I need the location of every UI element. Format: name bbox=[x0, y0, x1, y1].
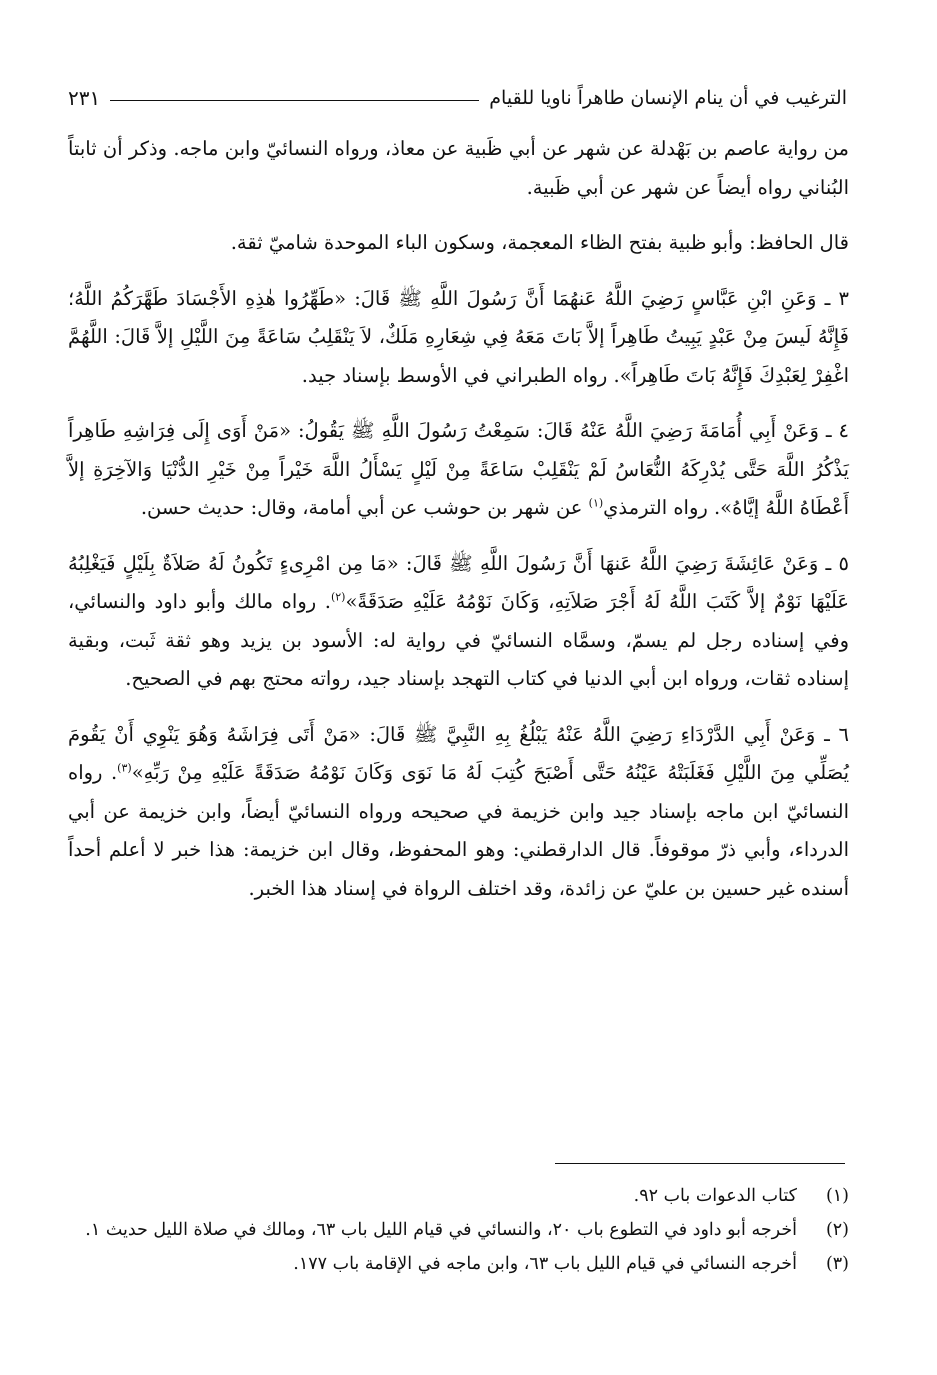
header-title: الترغيب في أن ينام الإنسان طاهراً ناويا للقيام bbox=[489, 87, 847, 109]
footnote-ref-3[interactable]: (٣) bbox=[117, 761, 132, 775]
paragraph-gap bbox=[68, 207, 849, 224]
hadith-4-tail: عن شهر بن حوشب عن أبي أمامة، وقال: حديث حسن. bbox=[140, 496, 589, 519]
paragraph-gap bbox=[68, 395, 849, 412]
paragraph-1: من رواية عاصم بن بَهْدلة عن شهر عن أبي ظَبية عن معاذ، ورواه النسائيّ وابن ماجه. وذكر أن ثابتاً البُناني رواه أيضاً عن شهر عن أبي ظَبية. bbox=[68, 137, 849, 199]
footnote-text: كتاب الدعوات باب ٩٢. bbox=[633, 1186, 797, 1206]
header-rule bbox=[110, 100, 479, 101]
page-number: ٢٣١ bbox=[68, 86, 101, 110]
footnote-2 bbox=[68, 1214, 849, 1246]
hadith-5-text: ٥ ـ وَعَنْ عَائِشَةَ رَضِيَ اللَّهُ عَنهَا أَنَّ رَسُولَ اللَّهِ ﷺ قَالَ: «مَا مِن امْرِىءٍ تَكُونُ لَهُ صَلاَةٌ بِلَيْلٍ فَيَغْلِبُهُ عَلَيْهَا نَوْمٌ إلاَّ كَتَبَ اللَّهُ لَهُ أَجْرَ صَلاَتِهِ، وَكَانَ نَوْمُهُ عَلَيْهِ صَدَقَةً» bbox=[68, 551, 849, 613]
running-header bbox=[68, 82, 847, 114]
hadith-6-tail: . رواه النسائيّ ابن ماجه بإسناد جيد وابن خزيمة في صحيحه ورواه النسائيّ أيضاً، وابن خزيمة عن أبي الدرداء، وأبي ذرّ موقوفاً. قال الدارقطني: وهو المحفوظ، وقال ابن خزيمة: هذا خبر لا أعلم أحداً أسنده غير حسين بن عليّ عن زائدة، وقد اختلف الرواة في إسناد هذا الخبر. bbox=[68, 761, 849, 900]
footnotes bbox=[68, 1180, 849, 1282]
hadith-4-text: ٤ ـ وَعَنْ أَبِي أُمَامَةَ رَضِيَ اللَّهُ عَنْهُ قَالَ: سَمِعْتُ رَسُولَ اللَّهِ ﷺ يَقُولُ: «مَنْ أَوَى إِلَى فِرَاشِهِ طَاهِراً يَذْكُرُ اللَّهَ حَتَّى يُدْرِكَهُ النُّعَاسُ لَمْ يَنْقَلِبْ سَاعَةً مِنْ لَيْلٍ يَسْأَلُ اللَّهَ خَيْراً مِنْ خَيْرِ الدُّنْيَا وَالآخِرَةِ إلاَّ أَعْطَاهُ اللَّهُ إيَّاهُ». رواه الترمذي bbox=[68, 419, 849, 519]
hadith-6 bbox=[68, 716, 849, 909]
main-text bbox=[68, 130, 849, 908]
footnote-number: (٣) bbox=[825, 1254, 849, 1274]
paragraph-gap bbox=[68, 528, 849, 545]
footnote-ref-2[interactable]: (٢) bbox=[330, 590, 346, 604]
footnote-rule bbox=[555, 1163, 845, 1164]
footnote-text: أخرجه أبو داود في التطوع باب ٢٠، والنسائي في قيام الليل باب ٦٣، ومالك في صلاة الليل حديث ١. bbox=[85, 1220, 797, 1240]
footnote-number: (١) bbox=[825, 1186, 849, 1206]
footnote-number: (٢) bbox=[825, 1220, 849, 1240]
hadith-6-text: ٦ ـ وَعَنْ أَبِي الدَّرْدَاءِ رَضِيَ اللَّهُ عَنْهُ يَبْلُغُ بِهِ النَّبِيَّ ﷺ قَالَ: «مَنْ أَتَى فِرَاشَهُ وَهُوَ يَنْوِي أَنْ يَقُومَ يُصَلِّي مِنَ اللَّيْلِ فَغَلَبَتْهُ عَيْنُهُ حَتَّى أَصْبَحَ كُتِبَ لَهُ مَا نَوَى وَكَانَ نَوْمُهُ صَدَقَةً عَلَيْهِ مِنْ رَبِّهِ» bbox=[68, 722, 850, 784]
paragraph-gap bbox=[68, 263, 849, 280]
hadith-4 bbox=[68, 412, 849, 528]
hadith-3: ٣ ـ وَعَنِ ابْنِ عَبَّاسٍ رَضِيَ اللَّهُ عَنهُمَا أَنَّ رَسُولَ اللَّهِ ﷺ قَالَ: «طَهِّرُوا هٰذِهِ الأَجْسَادَ طَهَّرَكُمُ اللَّهُ؛ فَإِنَّهُ لَيسَ مِنْ عَبْدٍ يَبِيتُ طَاهِراً إلاَّ بَاتَ مَعَهُ فِي شِعَارِهِ مَلَكٌ، لاَ يَنْقَلِبُ سَاعَةً مِنَ اللَّيْلِ إلاَّ قَالَ: اللَّهُمَّ اغْفِرْ لِعَبْدِكَ فَإِنَّهُ بَاتَ طَاهِراً». رواه الطبراني في الأوسط بإسناد جيد. bbox=[68, 286, 849, 387]
footnote-3 bbox=[68, 1248, 849, 1280]
footnote-1 bbox=[68, 1180, 849, 1212]
paragraph-2: قال الحافظ: وأبو ظبية بفتح الظاء المعجمة، وسكون الباء الموحدة شاميّ ثقة. bbox=[230, 231, 849, 254]
paragraph-gap bbox=[68, 699, 849, 716]
footnote-ref-1[interactable]: (١) bbox=[588, 496, 604, 510]
footnote-text: أخرجه النسائي في قيام الليل باب ٦٣، وابن ماجه في الإقامة باب ١٧٧. bbox=[293, 1254, 797, 1274]
hadith-5-tail: . رواه مالك وأبو داود والنسائي، وفي إسناده رجل لم يسمّ، وسمَّاه النسائيّ في رواية له: الأسود بن يزيد وهو ثقة ثَبت، وبقية إسناده ثقات، ورواه ابن أبي الدنيا في كتاب التهجد بإسناد جيد، رواته محتج بهم في الصحيح. bbox=[68, 590, 849, 690]
hadith-5 bbox=[68, 545, 849, 699]
